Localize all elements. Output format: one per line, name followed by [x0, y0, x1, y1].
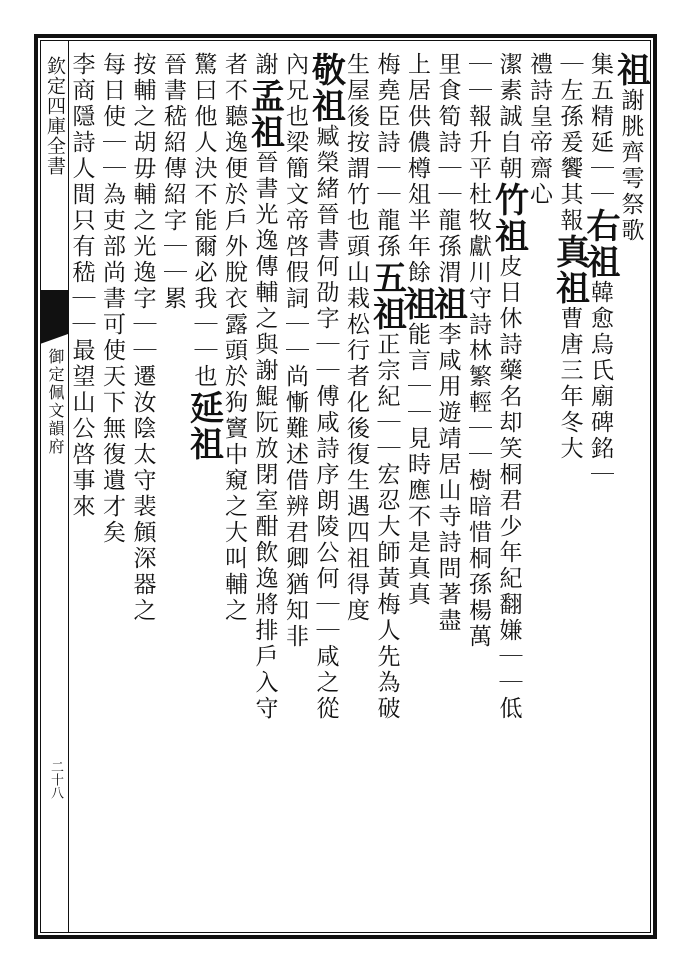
entry-text: 潔素誠自朝 — [495, 52, 522, 182]
entry-heading: 竹祖 — [488, 182, 529, 254]
entry-text: ｜左孫爰饗其報 — [556, 52, 583, 234]
entry-text: 內兄也梁簡文帝啓假詞｜｜尚慚難述借辨君卿猶知非 — [282, 52, 308, 650]
entry-text: ｜｜報升平 — [465, 52, 491, 182]
entry-text: 韓愈烏氏廟碑銘｜ — [587, 280, 613, 488]
entry-text: 生屋後按謂竹也 — [343, 52, 369, 234]
entry-text: 李咸用遊靖居山寺詩問著盡 — [434, 322, 461, 634]
entry-text: 上居供儂樽俎半年餘 — [404, 52, 430, 286]
entry-text: 謝 — [251, 52, 278, 78]
entry-text: 晉書光逸傳輔之與謝鯤阮放閉室酣飲逸將排戶入守 — [251, 150, 278, 722]
entry-heading: 敬祖 — [305, 52, 346, 124]
entry-text: 晉書嵇紹傳紹字｜｜累 — [160, 52, 186, 312]
entry-text: 禮詩皇帝齋心 — [526, 52, 552, 208]
text-column — [60, 52, 104, 922]
entry-text: 謝朓齊雩祭歌 — [617, 88, 644, 244]
entry-heading: 孟祖 — [244, 78, 285, 150]
entry-heading: 祖 — [610, 52, 651, 88]
entry-text: 里食筍詩｜｜龍孫渭 — [434, 52, 461, 286]
entry-text: 遷汝陰太守裴頠深器之 — [129, 364, 156, 624]
margin-section-title: 御定佩文韻府 — [46, 348, 65, 456]
margin-page-number: 二十八 — [48, 760, 63, 799]
entry-text: 按輔之胡毋輔之光逸字｜｜ — [129, 52, 156, 364]
entry-text: 臧榮緒晉書何劭字｜｜傅咸詩序朗陵公何｜｜咸之從 — [312, 124, 339, 722]
entry-text: 杜牧獻川守詩林繁輕｜｜樹暗惜桐孫楊萬 — [465, 182, 491, 650]
entry-heading: 祖 — [397, 286, 437, 322]
entry-text: 皮日休詩藥名却笑桐君少年紀翻嫌｜｜低 — [495, 254, 522, 722]
entry-heading: 五祖 — [366, 260, 407, 332]
entry-text: 每日使｜｜為吏部尚書可使天下無復遺才矣 — [99, 52, 125, 546]
entry-text: 曹唐三年冬大 — [556, 306, 583, 462]
entry-text: 梅堯臣詩｜｜龍孫 — [373, 52, 400, 260]
entry-heading: 真祖 — [549, 234, 590, 306]
entry-text: 集五精延｜｜ — [587, 52, 613, 208]
entry-text: 者不聽逸便於戶外脫衣露頭於狗竇中窺之大叫輔之 — [221, 52, 247, 624]
entry-text: 能言｜｜見時應不是真真 — [404, 322, 430, 608]
entry-text: 正宗紀｜｜宏忍大師黃梅人先為破 — [373, 332, 400, 722]
entry-text: 頭山栽松行者化後復生遇四祖得度 — [343, 234, 369, 624]
entry-heading: 延祖 — [183, 390, 224, 462]
entry-heading: 祖 — [427, 286, 468, 322]
entry-heading: 右祖 — [580, 208, 620, 280]
entry-text: 李商隱詩人間只有嵇｜｜最望山公啓事來 — [68, 52, 95, 520]
entry-text: 驚曰他人決不能爾必我｜｜也 — [190, 52, 217, 390]
margin-book-title: 欽定四庫全書 — [44, 56, 66, 176]
